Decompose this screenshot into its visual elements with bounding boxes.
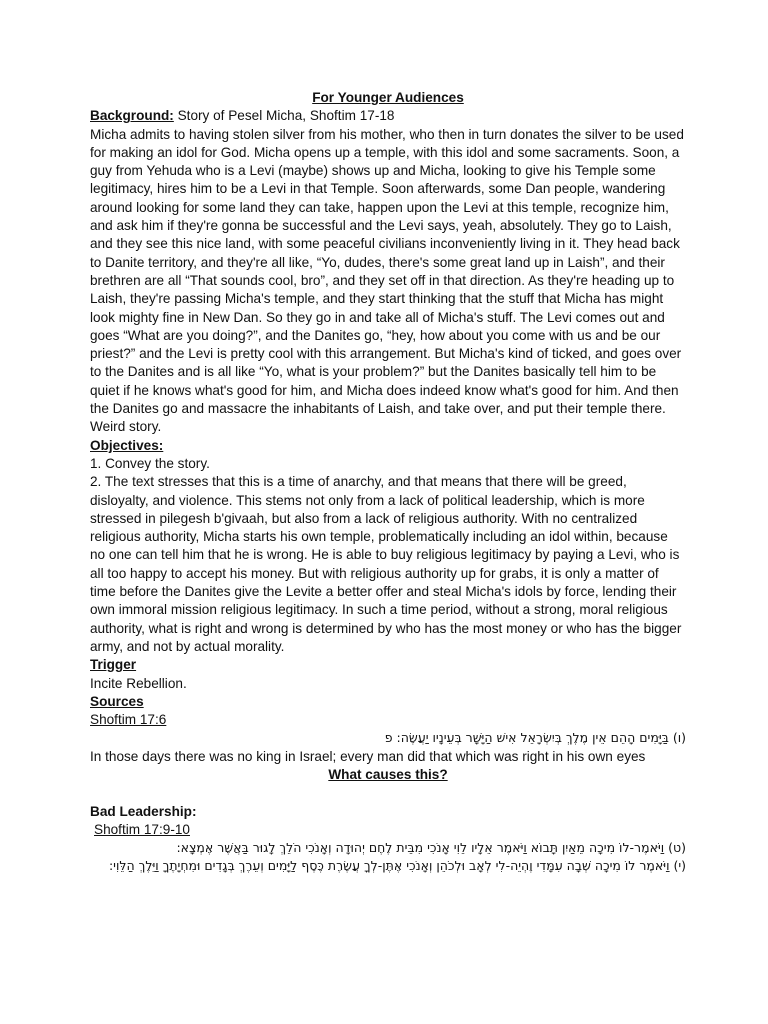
trigger-heading: Trigger xyxy=(90,657,137,673)
objective-item-1: 1. Convey the story. xyxy=(90,455,210,471)
background-subtitle: Story of Pesel Micha, Shoftim 17-18 xyxy=(173,108,395,124)
background-heading-line xyxy=(90,107,686,125)
document-page xyxy=(90,89,686,876)
objective-item-2: 2. The text stresses that this is a time of anarchy, and that means that there will be greed, disloyalty, and violence. This stems not only from a lack of political leadership, which is more stressed in pilegesh b'givaah, but also from a lack of religious authority. With no centralized religious authority, Micha starts his own temple, problematically including an idol within, because no one can tell him that he is wrong. He is able to buy religious legitimacy by paying a Levi, who is all too happy to accept his money. But with religious authority up for grabs, it is only a matter of time before the Danites give the Levite a better offer and steal Micha's idols by force, lending their own immoral mission religious legitimacy. In such a time period, without a strong, moral religious authority, what is right and wrong is determined by who has the most money or who has the bigger army, and not by actual morality. xyxy=(90,474,682,654)
english-translation-17-6: In those days there was no king in Israel; every man did that which was right in his own eyes xyxy=(90,748,646,764)
hebrew-verse-17-6: (ו) בַּיָּמִים הָהֵם אֵין מֶלֶךְ בְּיִשְׂרָאֵל אִישׁ הַיָּשָׁר בְּעֵינָיו יַעֲשֶׂה: פ xyxy=(384,730,686,746)
document-title: For Younger Audiences xyxy=(312,90,464,105)
source-reference-2: Shoftim 17:9-10 xyxy=(94,821,190,837)
what-causes-this-heading: What causes this? xyxy=(328,766,448,782)
blank-line xyxy=(90,784,686,802)
background-label: Background: xyxy=(90,108,174,124)
objectives-heading: Objectives: xyxy=(90,437,164,453)
bad-leadership-heading: Bad Leadership: xyxy=(90,803,197,819)
source-reference-1: Shoftim 17:6 xyxy=(90,712,167,728)
trigger-text: Incite Rebellion. xyxy=(90,675,187,691)
hebrew-verse-17-10: (י) וַיֹּאמֶר לוֹ מִיכָה שְׁבָה עִמָּדִי וֶהְיֵה-לִי לְאָב וּלְכֹהֵן וְאָנֹכִי אֶתֶּן-לְךָ עֲשֶׂרֶת כֶּסֶף לַיָּמִים וְעֵרֶךְ בְּגָדִים וּמִחְיָתֶךָ וַיֵּלֶךְ הַלֵּוִי: xyxy=(108,858,686,874)
sources-heading: Sources xyxy=(90,693,144,709)
hebrew-verse-17-9: (ט) וַיֹּאמֶר-לוֹ מִיכָה מֵאַיִן תָּבוֹא וַיֹּאמֶר אֵלָיו לֵוִי אָנֹכִי מִבֵּית לֶחֶם יְהוּדָה וְאָנֹכִי הֹלֵךְ לָגוּר בַּאֲשֶׁר אֶמְצָא: xyxy=(176,840,686,856)
background-paragraph: Micha admits to having stolen silver from his mother, who then in turn donates the silver to be used for making an idol for God. Micha opens up a temple, with this idol and some sacraments. Soon, a guy from Yehuda who is a Levi (maybe) shows up and Micha, looking to give his Temple some legitimacy, hires him to be a Levi in that Temple. Soon afterwards, some Dan people, wandering around looking for some land they can take, happen upon the Levi at this temple, recognize him, and ask him if they're gonna be successful and the Levi says, yeah, absolutely. They go to Laish, and they see this nice land, with some peaceful civilians inconveniently living in it. They head back to Danite territory, and they're all like, “Yo, dudes, there's some great land up in Laish”, and their brethren are all “That sounds cool, bro”, and they set off in that direction. As they're heading up to Laish, they're passing Micha's temple, and they start thinking that the stuff that Micha has might look mighty fine in New Dan. So they go in and take all of Micha's stuff. The Levi comes out and goes “What are you doing?”, and the Danites go, “hey, how about you come with us and be our priest?” and the Levi is pretty cool with this arrangement. But Micha's kind of ticked, and goes over to the Danites and is all like “Yo, what is your problem?” but the Danites basically tell him to be quiet if he knows what's good for him, and Micha does indeed know what's good for him. And then the Danites go and massacre the inhabitants of Laish, and take over, and put their temple there. Weird story. xyxy=(90,126,684,435)
